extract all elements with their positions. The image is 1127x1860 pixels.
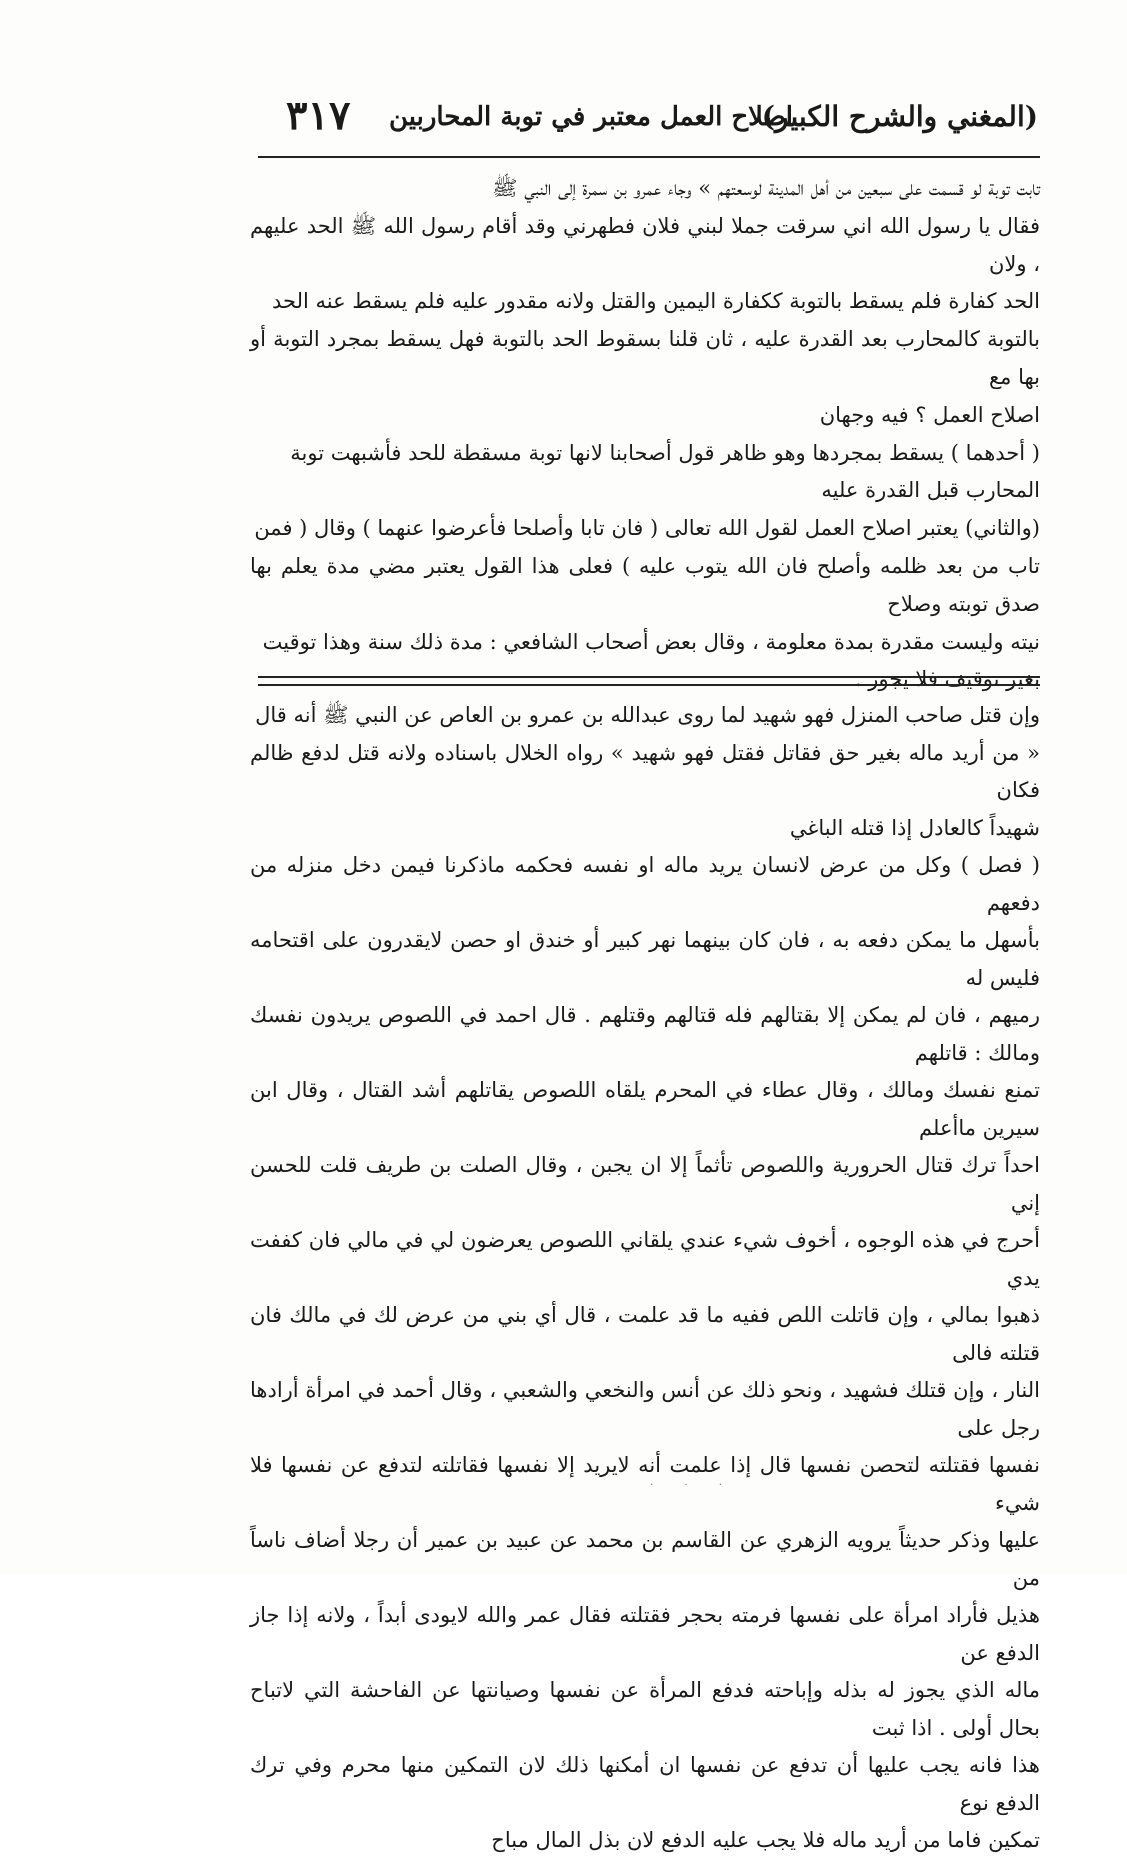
paper-specks: · · ·: [650, 1480, 736, 1491]
page-number: ٣١٧: [286, 92, 351, 139]
text-line: تاب من بعد ظلمه وأصلح فان الله يتوب عليه ) فعلى هذا القول يعتبر مضي مدة يعلم بها صدق توبته وصلاح: [250, 553, 1040, 616]
text-line: احداً ترك قتال الحرورية واللصوص تأثماً إلا ان يجبن ، وقال الصلت بن طريف قلت للحسن إني: [250, 1153, 1040, 1215]
text-line: ( أحدهما ) يسقط بمجردها وهو ظاهر قول أصحابنا لانها توبة مسقطة للحد فأشبهت توبة: [290, 440, 1040, 465]
text-line: هذيل فأراد امرأة على نفسها فرمته بحجر فقتلته فقال عمر والله لايودى أبداً ، ولانه إذا جاز الدفع عن: [250, 1603, 1040, 1665]
text-line: رميهم ، فان لم يمكن إلا بقتالهم فله قتالهم وقتلهم . قال احمد في اللصوص يريدون نفسك ومالك : قاتلهم: [250, 1003, 1040, 1065]
lower-text-block: [250, 697, 1040, 1860]
text-line: ( فصل ) وكل من عرض لانسان يريد ماله او نفسه فحكمه ماذكرنا فيمن دخل منزله من دفعهم: [250, 853, 1040, 915]
text-line: نفسها فقتلته لتحصن نفسها قال إذا علمت أنه لايريد إلا نفسها فقاتلته لتدفع عن نفسها فلا شيء: [250, 1453, 1040, 1515]
text-line: اصلاح العمل ؟ فيه وجهان: [819, 402, 1040, 427]
text-line: بالتوبة كالمحارب بعد القدرة عليه ، ثان قلنا بسقوط الحد بالتوبة فهل يسقط بمجرد التوبة أو بها مع: [250, 327, 1040, 389]
text-line: نيته وليست مقدرة بمدة معلومة ، وقال بعض أصحاب الشافعي : مدة ذلك سنة وهذا توقيت: [262, 629, 1040, 654]
text-line: عليها وذكر حديثاً يرويه الزهري عن القاسم بن محمد عن عبيد بن عمير أن رجلا أضاف ناساً من: [250, 1528, 1040, 1590]
text-line: فقال يا رسول الله اني سرقت جملا لبني فلان فطهرني وقد أقام رسول الله ﷺ الحد عليهم ، ولان: [250, 213, 1040, 276]
text-line: بغير توقيف فلا يجوز .: [854, 667, 1040, 692]
section-title: اصلاح العمل معتبر في توبة المحاربين: [388, 102, 793, 132]
text-line: المحارب قبل القدرة عليه: [821, 478, 1040, 503]
book-title: (المغني والشرح الكبير): [761, 100, 1038, 133]
text-line: هذا فانه يجب عليها أن تدفع عن نفسها ان أمكنها ذلك لان التمكين منها محرم وفي ترك الدفع نوع: [250, 1753, 1040, 1815]
text-line: وإن قتل صاحب المنزل فهو شهيد لما روى عبدالله بن عمرو بن العاص عن النبي ﷺ أنه قال: [255, 703, 1040, 727]
text-line: ذهبوا بمالي ، وإن قاتلت اللص ففيه ما قد علمت ، قال أي بني من عرض لك في مالك فان قتلته فالى: [250, 1303, 1040, 1365]
text-line: تمكين فاما من أريد ماله فلا يجب عليه الدفع لان بذل المال مباح: [491, 1828, 1040, 1852]
upper-text-block: [250, 170, 1040, 699]
text-line: أحرج في هذه الوجوه ، أخوف شيء عندي يلقاني اللصوص يعرضون لي في مالي فان كففت يدي: [250, 1228, 1040, 1290]
section-divider: [258, 676, 1040, 686]
text-line: « من أريد ماله بغير حق فقاتل فقتل فهو شهيد » رواه الخلال باسناده ولانه قتل لدفع ظالم فكان: [250, 740, 1040, 802]
text-line: تابت توبة لو قسمت على سبعين من أهل المدينة لوسعتهم » وجاء عمرو بن سمرة إلى النبي ﷺ: [492, 176, 1040, 200]
running-header: [258, 92, 1038, 150]
text-line: النار ، وإن قتلك فشهيد ، ونحو ذلك عن أنس والنخعي والشعبي ، وقال أحمد في امرأة أرادها رجل على: [250, 1378, 1040, 1440]
text-line: شهيداً كالعادل إذا قتله الباغي: [789, 815, 1040, 840]
text-line: تمنع نفسك ومالك ، وقال عطاء في المحرم يلقاه اللصوص يقاتلهم أشد القتال ، وقال ابن سيرين ماأعلم: [250, 1078, 1040, 1140]
text-line: (والثاني) يعتبر اصلاح العمل لقول الله تعالى ( فان تابا وأصلحا فأعرضوا عنهما ) وقال ( فمن: [254, 516, 1040, 541]
text-line: بأسهل ما يمكن دفعه به ، فان كان بينهما نهر كبير أو خندق او حصن لايقدرون على اقتحامه فليس له: [250, 928, 1040, 990]
text-line: ماله الذي يجوز له بذله وإباحته فدفع المرأة عن نفسها وصيانتها عن الفاحشة التي لاتباح بحال أولى . اذا ثبت: [250, 1678, 1040, 1740]
header-rule: [258, 156, 1040, 158]
text-line: الحد كفارة فلم يسقط بالتوبة ككفارة اليمين والقتل ولانه مقدور عليه فلم يسقط عنه الحد: [271, 289, 1040, 314]
